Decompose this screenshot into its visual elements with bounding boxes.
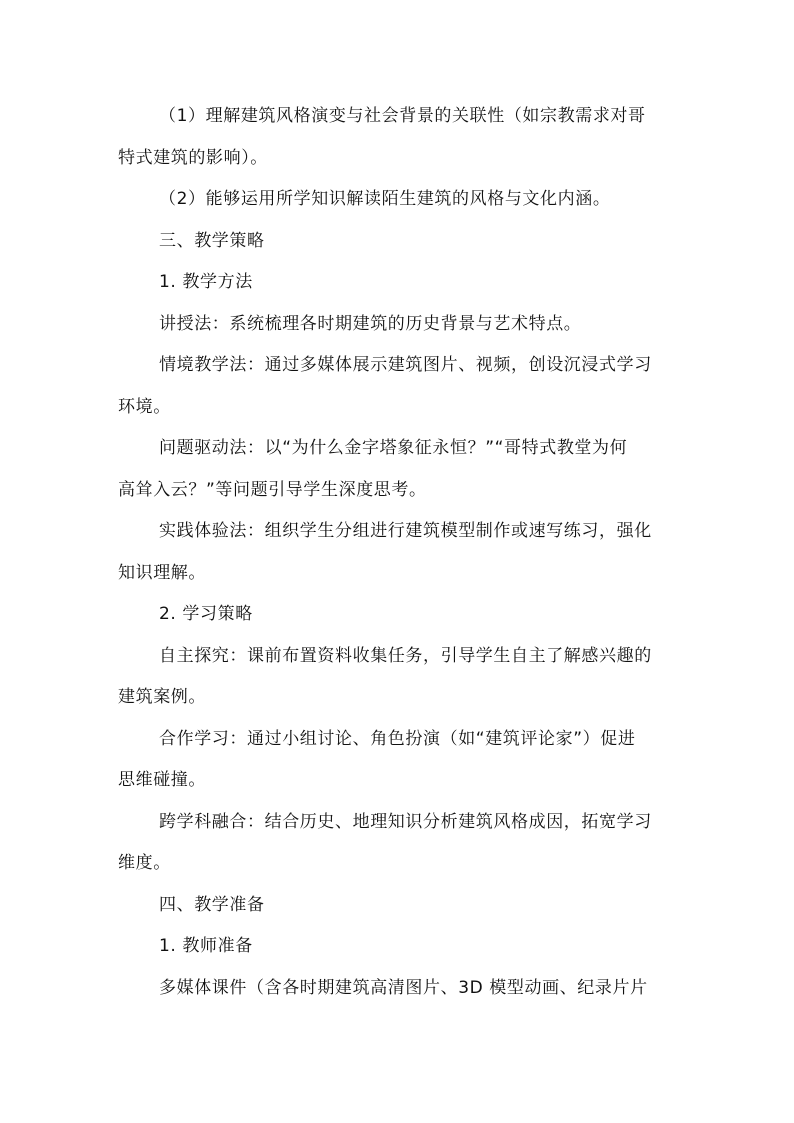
paragraph-line: 高耸入云？”等问题引导学生深度思考。 [118, 479, 427, 500]
paragraph-line: 讲授法：系统梳理各时期建筑的历史背景与艺术特点。 [159, 313, 582, 334]
subheading: 1. 教学方法 [159, 272, 253, 292]
subheading: 1. 教师准备 [159, 936, 253, 956]
section-heading-teaching-preparation [118, 885, 678, 927]
subheading-teacher-preparation [118, 926, 678, 968]
paragraph-line: 跨学科融合：结合历史、地理知识分析建筑风格成因，拓宽学习 [159, 811, 652, 832]
paragraph-line: （2）能够运用所学知识解读陌生建筑的风格与文化内涵。 [159, 189, 611, 209]
paragraph-line: 实践体验法：组织学生分组进行建筑模型制作或速写练习，强化 [159, 521, 652, 541]
paragraph-line: 思维碰撞。 [118, 770, 206, 790]
paragraph-line: 维度。 [118, 853, 171, 873]
section-heading-teaching-strategy [118, 221, 678, 263]
subheading-learning-strategy [118, 594, 678, 636]
paragraph-self-exploration [118, 636, 678, 719]
paragraph-line: 问题驱动法：以“为什么金字塔象征永恒？”“哥特式教堂为何 [159, 438, 628, 458]
paragraph-situational-method [118, 345, 678, 428]
section-heading: 四、教学准备 [159, 894, 265, 915]
section-heading: 三、教学策略 [159, 230, 265, 251]
paragraph-line: 特式建筑的影响）。 [118, 147, 268, 168]
paragraph-line: 环境。 [118, 396, 171, 417]
paragraph-line: 合作学习：通过小组讨论、角色扮演（如“建筑评论家”）促进 [159, 728, 636, 749]
paragraph-question-driven-method [118, 428, 678, 511]
paragraph-line: （1）理解建筑风格演变与社会背景的关联性（如宗教需求对哥 [159, 106, 646, 126]
paragraph-line: 自主探究：课前布置资料收集任务，引导学生自主了解感兴趣的 [159, 645, 652, 666]
paragraph-line: 情境教学法：通过多媒体展示建筑图片、视频，创设沉浸式学习 [159, 355, 652, 375]
paragraph-line: 多媒体课件（含各时期建筑高清图片、3D 模型动画、纪录片片 [159, 977, 648, 998]
subheading-teaching-methods [118, 262, 678, 304]
paragraph-line: 知识理解。 [118, 562, 206, 583]
paragraph-interdisciplinary [118, 802, 678, 885]
paragraph-objective-2 [118, 179, 678, 221]
document-body [118, 96, 678, 1009]
paragraph-practice-method [118, 511, 678, 594]
paragraph-objective-1 [118, 96, 678, 179]
paragraph-cooperative-learning [118, 719, 678, 802]
subheading: 2. 学习策略 [159, 604, 253, 624]
paragraph-line: 建筑案例。 [118, 687, 206, 707]
paragraph-multimedia-courseware [118, 968, 678, 1010]
paragraph-lecture-method [118, 304, 678, 346]
